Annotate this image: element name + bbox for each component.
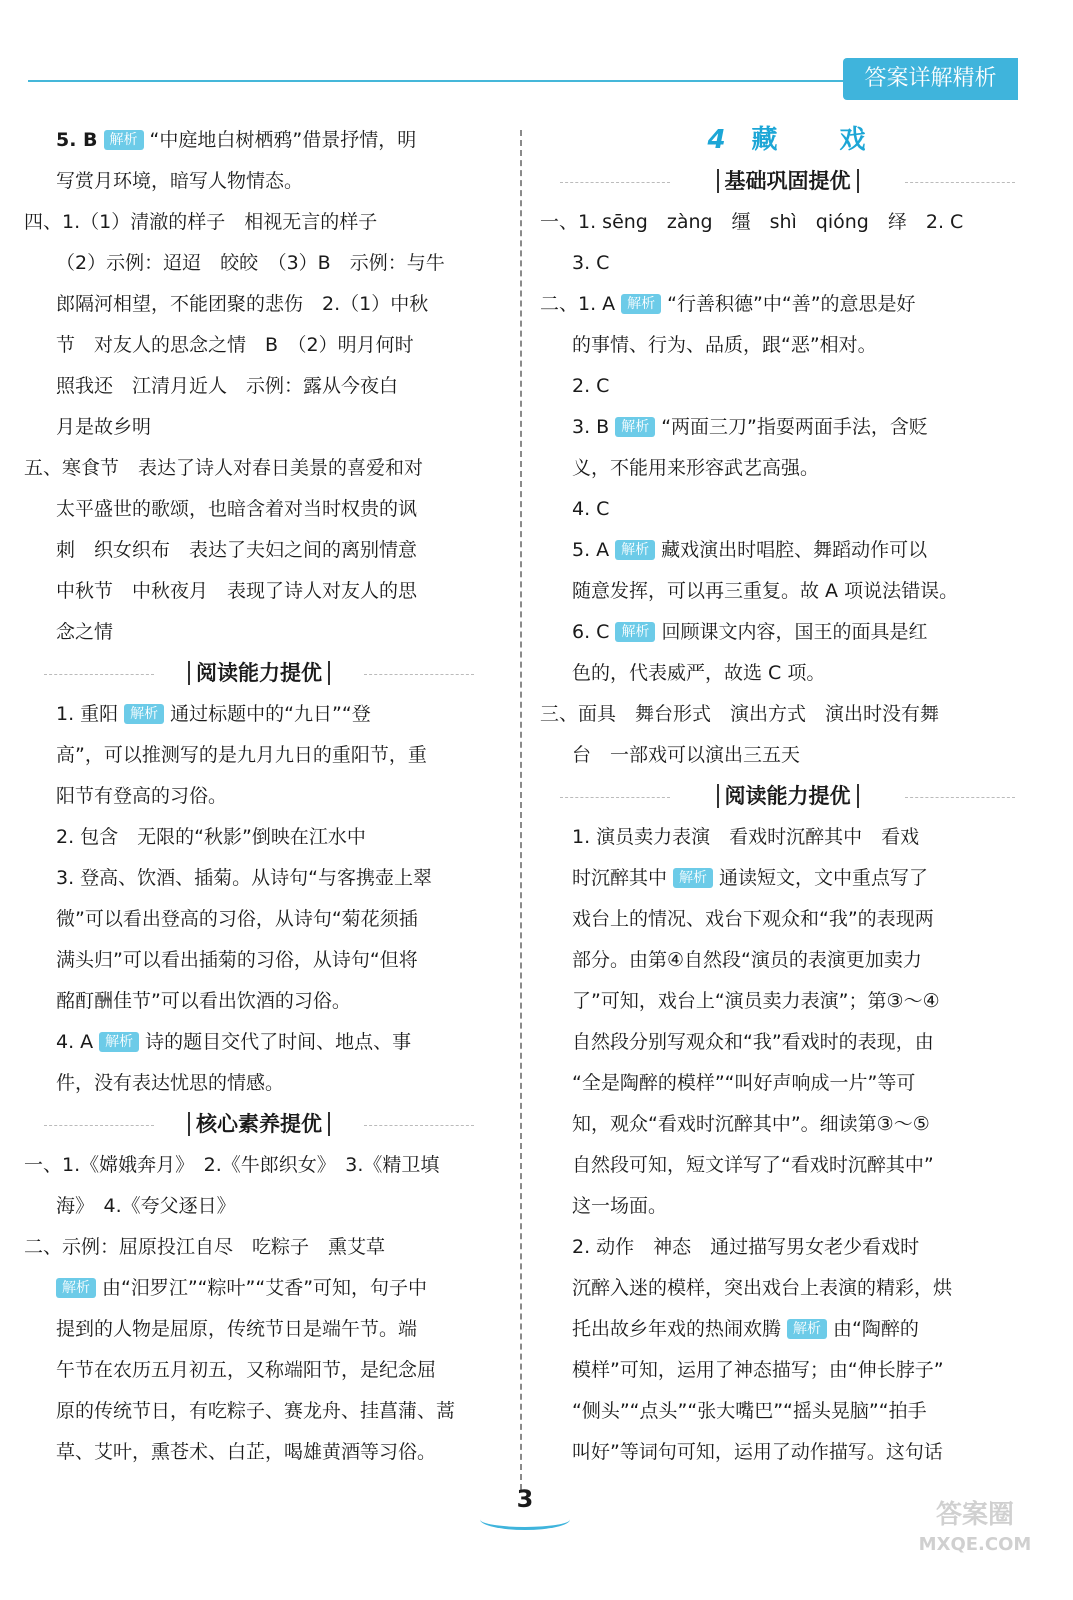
answer-line: （2）示例：迢迢 皎皎 （3）B 示例：与牛 (56, 252, 445, 274)
answer-line: 3. C (572, 252, 610, 274)
answer-line: 三、面具 舞台形式 演出方式 演出时没有舞 (540, 703, 940, 725)
answer-line: 随意发挥，可以再三重复。故 A 项说法错误。 (572, 580, 959, 602)
answer-line: 沉醉入迷的模样，突出戏台上表演的精彩，烘 (572, 1277, 953, 1299)
answer-line: 6. C 解析 回顾课文内容，国王的面具是红 (572, 621, 928, 643)
left-column (24, 120, 494, 1473)
section-title: 阅读能力提优 (24, 653, 494, 694)
answer-line: 节 对友人的思念之情 B （2）明月何时 (56, 334, 414, 356)
section-title: 核心素养提优 (24, 1104, 494, 1145)
answer-line: 叫好”等词句可知，运用了动作描写。这句话 (572, 1441, 943, 1463)
analysis-tag: 解析 (615, 540, 655, 560)
answer-line: 1. 重阳 解析 通过标题中的“九日”“登 (56, 703, 371, 725)
answer-line: 满头归”可以看出插菊的习俗，从诗句“但将 (56, 949, 418, 971)
answer-line: 草、艾叶，熏苍术、白芷，喝雄黄酒等习俗。 (56, 1441, 437, 1463)
analysis-tag: 解析 (621, 294, 661, 314)
header-rule (28, 80, 848, 82)
lesson-title: 4 藏 戏 (707, 125, 868, 155)
answer-line: 二、示例：屈原投江自尽 吃粽子 熏艾草 (24, 1236, 386, 1258)
answer-line: 二、1. A 解析 “行善积德”中“善”的意思是好 (540, 293, 916, 315)
page-number: 3 (480, 1485, 570, 1513)
answer-line: 月是故乡明 (56, 416, 152, 438)
answer-line: 海》 4.《夸父逐日》 (56, 1195, 236, 1217)
answer-line: 照我还 江清月近人 示例：露从今夜白 (56, 375, 399, 397)
answer-line: 1. 演员卖力表演 看戏时沉醉其中 看戏 (572, 826, 920, 848)
answer-line: 4. C (572, 498, 610, 520)
answer-line: 中秋节 中秋夜月 表现了诗人对友人的思 (56, 580, 418, 602)
column-divider (520, 130, 522, 1490)
header-badge: 答案详解精析 (843, 58, 1018, 100)
answer-line: 解析 由“汨罗江”“粽叶”“艾香”可知，句子中 (24, 1268, 494, 1309)
answer-line: 五、寒食节 表达了诗人对春日美景的喜爱和对 (24, 457, 424, 479)
answer-line: 2. 动作 神态 通过描写男女老少看戏时 (572, 1236, 920, 1258)
answer-line: 3. B 解析 “两面三刀”指耍两面手法，含贬 (572, 416, 928, 438)
answer-line: 这一场面。 (572, 1195, 668, 1217)
answer-line: 酩酊酬佳节”可以看出饮酒的习俗。 (56, 990, 351, 1012)
right-column (540, 120, 1035, 1473)
section-title: 基础巩固提优 (540, 161, 1035, 202)
answer-line: 5. A 解析 藏戏演出时唱腔、舞蹈动作可以 (572, 539, 928, 561)
answer-line: 5. B 解析 “中庭地白树栖鸦”借景抒情，明 (56, 129, 417, 151)
answer-line: 阳节有登高的习俗。 (56, 785, 228, 807)
answer-line: 太平盛世的歌颂，也暗含着对当时权贵的讽 (56, 498, 418, 520)
answer-line: 自然段分别写观众和“我”看戏时的表现，由 (572, 1031, 934, 1053)
answer-line: 一、1. sēng zàng 缰 shì qióng 绎 2. C (540, 211, 964, 233)
analysis-tag: 解析 (673, 868, 713, 888)
answer-line: 知，观众“看戏时沉醉其中”。细读第③～⑤ (572, 1113, 930, 1135)
answer-line: 一、1.《嫦娥奔月》 2.《牛郎织女》 3.《精卫填 (24, 1154, 440, 1176)
answer-line: 台 一部戏可以演出三五天 (572, 744, 801, 766)
answer-line: 刺 织女织布 表达了夫妇之间的离别情意 (56, 539, 418, 561)
answer-line: 原的传统节日，有吃粽子、赛龙舟、挂菖蒲、蒿 (56, 1400, 456, 1422)
answer-line: 4. A 解析 诗的题目交代了时间、地点、事 (56, 1031, 412, 1053)
section-title: 阅读能力提优 (540, 776, 1035, 817)
answer-line: 自然段可知，短文详写了“看戏时沉醉其中” (572, 1154, 934, 1176)
answer-line: 2. 包含 无限的“秋影”倒映在江水中 (56, 826, 366, 848)
analysis-tag: 解析 (99, 1032, 139, 1052)
answer-line: 念之情 (56, 621, 114, 643)
answer-line: 午节在农历五月初五，又称端阳节，是纪念屈 (56, 1359, 437, 1381)
answer-line: 色的，代表威严，故选 C 项。 (572, 662, 826, 684)
answer-line: 托出故乡年戏的热闹欢腾 解析 由“陶醉的 (572, 1318, 919, 1340)
answer-line: 义，不能用来形容武艺高强。 (572, 457, 820, 479)
answer-line: 提到的人物是屈原，传统节日是端午节。端 (56, 1318, 418, 1340)
analysis-tag: 解析 (124, 704, 164, 724)
answer-line: “侧头”“点头”“张大嘴巴”“摇头晃脑”“拍手 (572, 1400, 927, 1422)
analysis-tag: 解析 (56, 1278, 96, 1298)
answer-line: 的事情、行为、品质，跟“恶”相对。 (572, 334, 877, 356)
answer-line: 部分。由第④自然段“演员的表演更加卖力 (572, 949, 922, 971)
answer-line: 时沉醉其中 解析 通读短文，文中重点写了 (572, 867, 929, 889)
answer-line: 3. 登高、饮酒、插菊。从诗句“与客携壶上翠 (56, 867, 433, 889)
analysis-tag: 解析 (615, 417, 655, 437)
answer-line: 四、1.（1）清澈的样子 相视无言的样子 (24, 211, 378, 233)
answer-line: “全是陶醉的模样”“叫好声响成一片”等可 (572, 1072, 916, 1094)
analysis-tag: 解析 (104, 130, 144, 150)
answer-line: 微”可以看出登高的习俗，从诗句“菊花须插 (56, 908, 418, 930)
answer-line: 郎隔河相望，不能团聚的悲伤 2.（1）中秋 (56, 293, 429, 315)
answer-line: 2. C (572, 375, 610, 397)
answer-line: 了”可知，戏台上“演员卖力表演”；第③～④ (572, 990, 940, 1012)
analysis-tag: 解析 (615, 622, 655, 642)
answer-line: 戏台上的情况、戏台下观众和“我”的表现两 (572, 908, 934, 930)
answer-line: 写赏月环境，暗写人物情态。 (56, 170, 304, 192)
analysis-tag: 解析 (787, 1319, 827, 1339)
answer-line: 件，没有表达忧思的情感。 (56, 1072, 285, 1094)
answer-line: 高”，可以推测写的是九月九日的重阳节，重 (56, 744, 427, 766)
watermark-logo: 答案圈 MXQE.COM (918, 1500, 1032, 1555)
answer-line: 模样”可知，运用了神态描写；由“伸长脖子” (572, 1359, 944, 1381)
